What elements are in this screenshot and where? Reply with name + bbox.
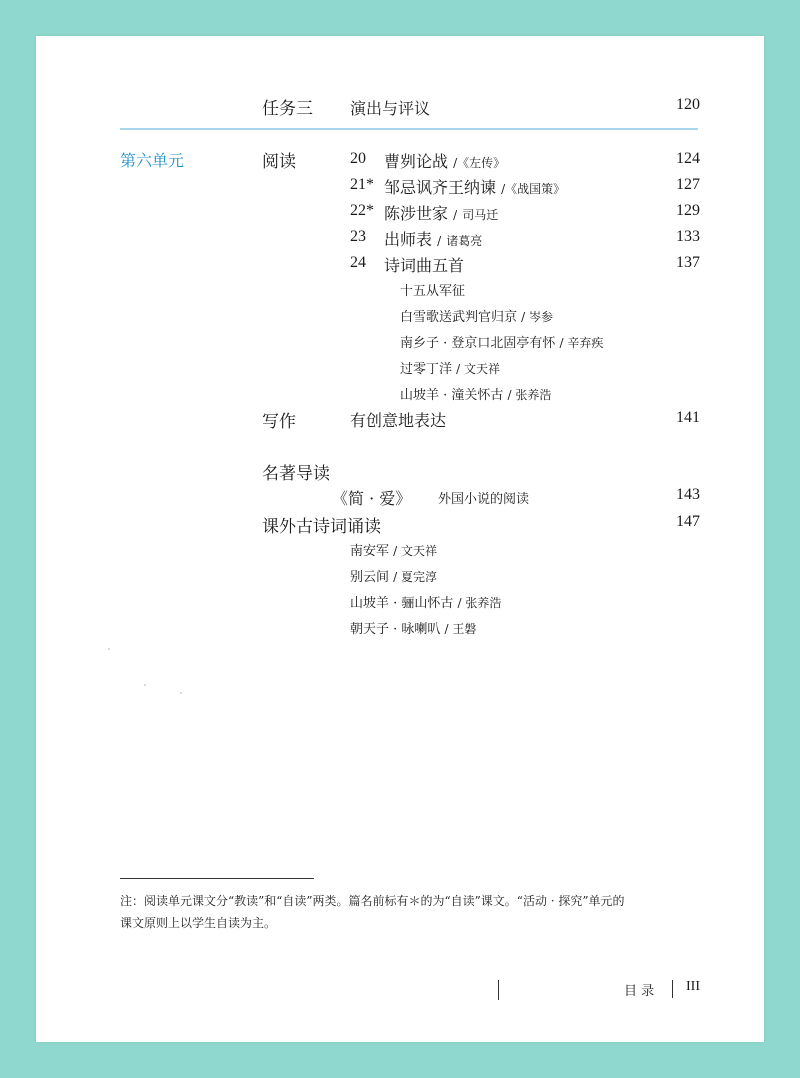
speck <box>144 684 146 686</box>
footer-section: 目 录 <box>624 984 655 999</box>
poem-item: 白雪歌送武判官归京 / 岑参 <box>400 310 554 325</box>
lesson-number: 21* <box>350 176 374 193</box>
poem-item: 南乡子 · 登京口北固亭有怀 / 辛弃疾 <box>400 336 604 351</box>
extra-poem-item: 山坡羊 · 骊山怀古 / 张养浩 <box>350 596 502 611</box>
footnote-line: 课文原则上以学生自读为主。 <box>120 916 277 930</box>
classics-book: 《简 · 爱》 <box>332 489 412 508</box>
lesson-number: 23 <box>350 228 366 245</box>
footnote-line: 注：阅读单元课文分“教读”和“自读”两类。篇名前标有＊的为“自读”课文。“活动 · 探究”单元的 <box>120 894 625 908</box>
speck <box>108 648 110 650</box>
writing-title: 有创意地表达 <box>350 411 447 430</box>
lesson-title: 曹刿论战 /《左传》 <box>384 152 506 171</box>
footer-page-number: III <box>686 979 700 994</box>
footnote-rule <box>120 878 314 879</box>
task3-label: 任务三 <box>262 99 313 119</box>
lesson-page: 129 <box>676 202 700 219</box>
section-divider <box>120 128 698 130</box>
lesson-number: 24 <box>350 254 366 271</box>
lesson-title: 陈涉世家 / 司马迁 <box>384 204 499 223</box>
extra-label: 课外古诗词诵读 <box>262 517 381 537</box>
writing-label: 写作 <box>262 412 296 432</box>
task3-page: 120 <box>676 96 700 113</box>
classics-label: 名著导读 <box>262 464 330 484</box>
writing-page: 141 <box>676 409 700 426</box>
footer-divider <box>672 980 673 998</box>
poem-item: 十五从军征 <box>400 284 466 299</box>
lesson-title: 出师表 / 诸葛亮 <box>384 230 483 249</box>
extra-page: 147 <box>676 513 700 530</box>
extra-poem-item: 别云间 / 夏完淳 <box>350 570 438 585</box>
lesson-page: 124 <box>676 150 700 167</box>
unit-title: 第六单元 <box>120 151 185 170</box>
lesson-number: 20 <box>350 150 366 167</box>
task3-title: 演出与评议 <box>350 99 431 118</box>
toc-page <box>36 36 764 1042</box>
classics-subtitle: 外国小说的阅读 <box>438 492 530 507</box>
poem-item: 山坡羊 · 潼关怀古 / 张养浩 <box>400 388 552 403</box>
classics-page: 143 <box>676 486 700 503</box>
lesson-number: 22* <box>350 202 374 219</box>
extra-poem-item: 朝天子 · 咏喇叭 / 王磐 <box>350 622 477 637</box>
extra-poem-item: 南安军 / 文天祥 <box>350 544 438 559</box>
lesson-page: 133 <box>676 228 700 245</box>
poem-item: 过零丁洋 / 文天祥 <box>400 362 501 377</box>
speck <box>180 692 182 694</box>
footer-divider <box>498 980 499 1000</box>
lesson-title: 邹忌讽齐王纳谏 /《战国策》 <box>384 178 566 197</box>
lesson-page: 137 <box>676 254 700 271</box>
lesson-page: 127 <box>676 176 700 193</box>
lesson-title: 诗词曲五首 <box>384 256 465 275</box>
footnote <box>120 890 710 934</box>
reading-label: 阅读 <box>262 152 296 172</box>
